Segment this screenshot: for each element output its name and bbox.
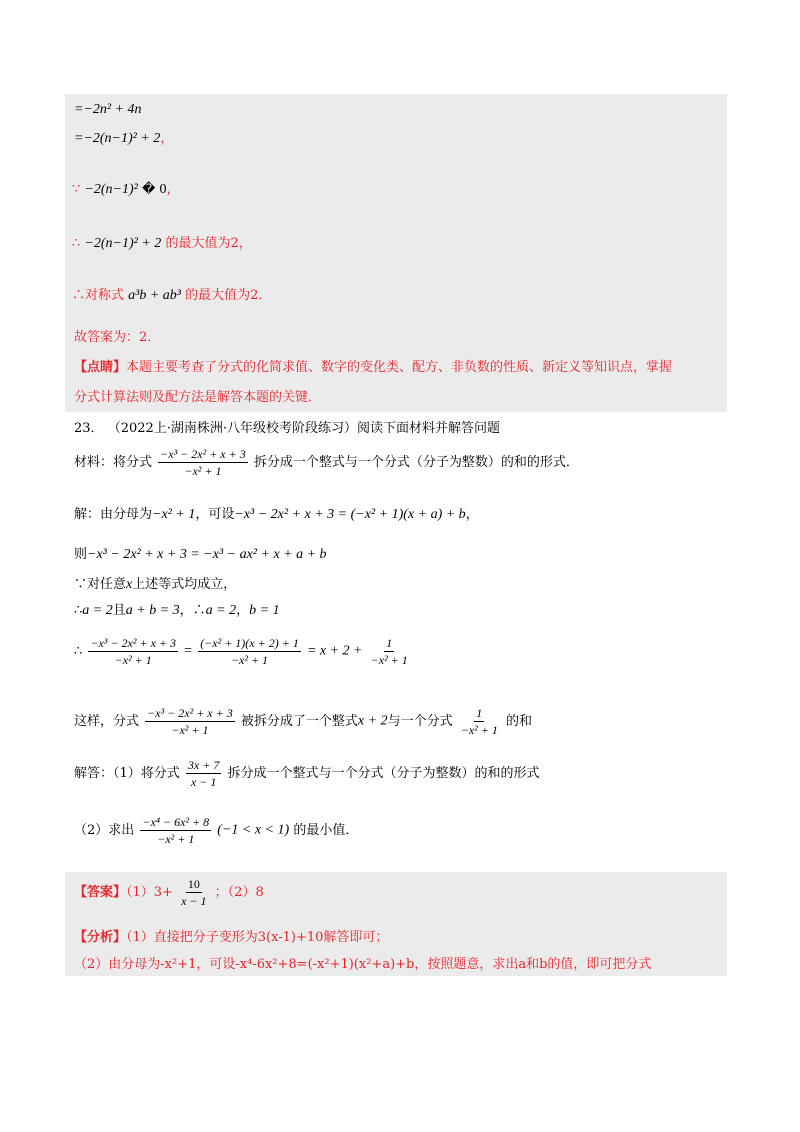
- thus-line: [74, 604, 280, 618]
- answer-fraction: [179, 877, 208, 908]
- numerator: 3x + 7: [187, 758, 220, 772]
- punct: ，: [236, 603, 250, 618]
- punct: ，: [166, 182, 180, 197]
- answer-text: 故答案为：2．: [74, 330, 161, 345]
- step-line-2: [74, 132, 173, 146]
- analysis-text: （1）直接把分子变形为3(x-1)+10解答即可；: [126, 930, 389, 945]
- q1-line: [74, 758, 540, 789]
- step-line-3: [72, 183, 179, 197]
- denominator: −x² + 1: [230, 653, 269, 667]
- q2-line: [74, 815, 358, 846]
- then-line: [74, 548, 327, 562]
- since-label: ∵对任意: [74, 577, 127, 592]
- because-symbol: ∵: [72, 182, 81, 197]
- middle-fraction: [198, 636, 301, 667]
- comment-text: 本题主要考查了分式的化简求值、数字的变化类、配方、非负数的性质、新定义等知识点，掌握: [126, 360, 673, 375]
- math-expr: =−2n² + 4n: [74, 102, 142, 117]
- math-expr: −2(n−1)²: [84, 182, 138, 197]
- math-expr: 0: [159, 182, 167, 197]
- question-number: 23．: [74, 421, 104, 436]
- comment-tag: 【点睛】: [74, 360, 127, 375]
- text: 被拆分成了一个整式: [240, 714, 358, 729]
- analysis-tag: 【分析】: [74, 930, 127, 945]
- math-expr: x + 2: [357, 713, 388, 729]
- equals-sign: =: [184, 643, 193, 659]
- math-expr: a = 2: [82, 603, 113, 618]
- analysis-row-1: [74, 931, 388, 944]
- since-line: [74, 578, 236, 592]
- solution-intro-line: [74, 508, 479, 522]
- material-fraction: [158, 447, 248, 478]
- math-expr: a + b = 3: [125, 603, 180, 618]
- numerator: (−x² + 1)(x + 2) + 1: [200, 636, 299, 650]
- denominator: −x² + 1: [184, 464, 222, 478]
- text: 的和: [505, 714, 532, 729]
- answer-row: [74, 877, 264, 908]
- answer-line: [74, 331, 160, 344]
- step-line-4: [72, 237, 252, 251]
- question-header: [74, 422, 500, 435]
- answer-text: ；（2）8: [214, 885, 264, 900]
- variable: x: [126, 577, 133, 592]
- step-line-1: [74, 103, 142, 117]
- math-expr: −x³ − 2x² + x + 3 = −x³ − ax² + x + a + b: [87, 547, 327, 562]
- analysis-text: （2）由分母为-x²+1，可设-x⁴-6x²+8=(-x²+1)(x²+a)+b，按照题意，求出a和b的值，即可把分式: [74, 957, 652, 972]
- denominator: −x² + 1: [460, 723, 498, 737]
- numerator: 1: [386, 636, 393, 650]
- numerator: −x³ − 2x² + x + 3: [147, 706, 233, 720]
- numerator: −x³ − 2x² + x + 3: [160, 447, 246, 461]
- denominator: x − 1: [190, 775, 217, 789]
- condition: (−1 < x < 1): [217, 822, 290, 838]
- missing-glyph: �: [141, 182, 156, 197]
- summary-small-fraction: [459, 706, 500, 737]
- math-expr: a³b + ab³: [128, 288, 181, 303]
- step-line-5: [72, 289, 271, 303]
- answer-tag: 【答案】: [74, 885, 127, 900]
- therefore-symbol: ∴: [74, 603, 83, 618]
- numerator: −x⁴ − 6x² + 8: [142, 815, 210, 829]
- q2-label: （2）求出: [74, 823, 135, 838]
- text: 上述等式均成立，: [132, 577, 237, 592]
- conclusion-text: 的最大值为2．: [185, 288, 272, 303]
- text: 与一个分式: [387, 714, 453, 729]
- q2-fraction: [140, 815, 211, 846]
- text: 且: [112, 603, 126, 618]
- math-expr: −x² + 1: [152, 507, 196, 522]
- math-expr: =−2(n−1)² + 2: [74, 131, 161, 146]
- text: ，可设: [195, 507, 235, 522]
- numerator: 10: [187, 877, 200, 891]
- final-equation-line: [74, 636, 412, 667]
- math-expr: −x³ − 2x² + x + 3 = (−x² + 1)(x + a) + b: [234, 507, 466, 522]
- conclusion-label: ∴对称式: [72, 288, 125, 303]
- denominator: −x² + 1: [157, 832, 195, 846]
- q1-fraction: [186, 758, 221, 789]
- comment-line-1: [74, 361, 672, 374]
- numerator: −x³ − 2x² + x + 3: [90, 636, 176, 650]
- summary-fraction: [145, 706, 235, 737]
- comment-text: 分式计算法则及配方法是解答本题的关键．: [74, 390, 322, 405]
- punct: ，: [160, 131, 174, 146]
- analysis-row-2: [74, 958, 651, 971]
- material-line: [74, 447, 579, 478]
- therefore-symbol: ∴: [72, 236, 81, 251]
- punct: ，: [465, 507, 479, 522]
- then-label: 则: [74, 547, 88, 562]
- q2-text: 的最小值．: [293, 823, 359, 838]
- denominator: −x² + 1: [370, 653, 408, 667]
- question-source: （2022上·湖南株洲·八年级校考阶段练习）阅读下面材料并解答问题: [107, 421, 501, 436]
- summary-label: 这样，分式: [74, 714, 140, 729]
- q1-label: 解答：（1）将分式: [74, 766, 180, 781]
- numerator: 1: [476, 706, 483, 720]
- q1-text: 拆分成一个整式与一个分式（分子为整数）的和的形式: [227, 766, 540, 781]
- math-expr: b = 1: [249, 603, 280, 618]
- therefore-symbol: ∴: [74, 644, 83, 659]
- lhs-fraction: [88, 636, 178, 667]
- material-label: 材料：将分式: [74, 455, 153, 470]
- solution-label: 解：由分母为: [74, 507, 153, 522]
- conclusion-text: 的最大值为2，: [165, 236, 252, 251]
- denominator: −x² + 1: [171, 723, 209, 737]
- math-expr: = x + 2 +: [306, 643, 363, 659]
- denominator: −x² + 1: [114, 653, 152, 667]
- text: ，∴: [179, 603, 206, 618]
- material-text: 拆分成一个整式与一个分式（分子为整数）的和的形式．: [253, 455, 579, 470]
- math-expr: −2(n−1)² + 2: [84, 236, 162, 251]
- denominator: x − 1: [181, 894, 207, 908]
- math-expr: a = 2: [205, 603, 237, 618]
- rhs-fraction: [369, 636, 410, 667]
- summary-line: [74, 706, 532, 737]
- comment-line-2: [74, 391, 321, 404]
- answer-text: （1）3+: [126, 885, 173, 900]
